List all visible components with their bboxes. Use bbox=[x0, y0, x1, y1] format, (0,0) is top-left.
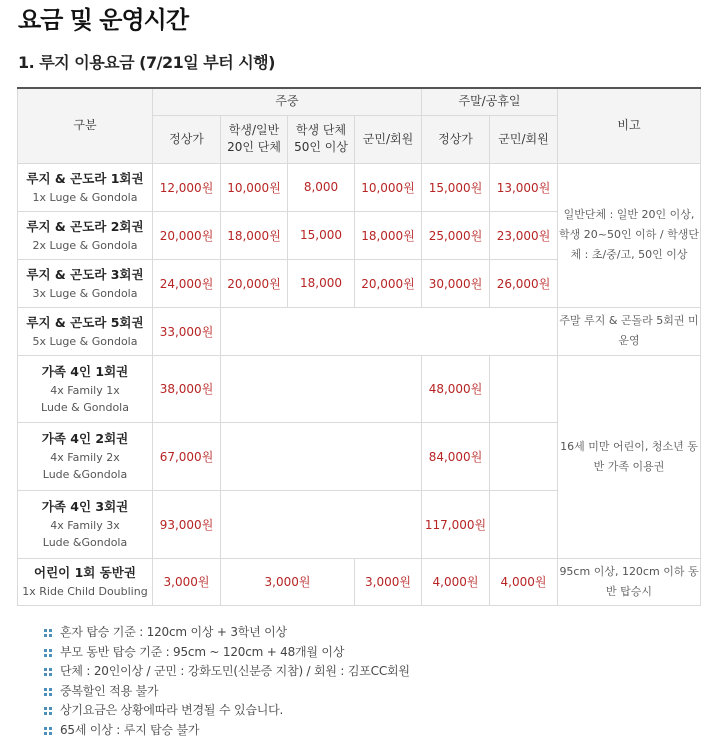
header-weekend: 주말/공휴일 bbox=[422, 88, 558, 115]
price-cell: 93,000원 bbox=[153, 490, 221, 558]
row-label: 루지 & 곤도라 5회권 5x Luge & Gondola bbox=[18, 307, 153, 355]
row-label: 가족 4인 2회권 4x Family 2x Lude &Gondola bbox=[18, 422, 153, 490]
price-cell: 18,000 bbox=[288, 259, 355, 307]
price-cell: 20,000원 bbox=[355, 259, 422, 307]
header-category: 구분 bbox=[18, 88, 153, 163]
list-item: 혼자 탑승 기준 : 120cm 이상 + 3학년 이상 bbox=[44, 623, 410, 643]
price-cell: 30,000원 bbox=[422, 259, 490, 307]
header-group20: 학생/일반 20인 단체 bbox=[221, 115, 288, 163]
table-row bbox=[18, 307, 701, 355]
price-cell: 10,000원 bbox=[355, 163, 422, 211]
price-cell: 84,000원 bbox=[422, 422, 490, 490]
fee-table bbox=[17, 87, 701, 606]
price-cell: 15,000 bbox=[288, 211, 355, 259]
list-item: 단체 : 20인이상 / 군민 : 강화도민(신분증 지참) / 회원 : 김포CC회원 bbox=[44, 662, 410, 682]
price-cell: 38,000원 bbox=[153, 355, 221, 422]
header-remarks: 비고 bbox=[558, 88, 701, 163]
price-cell: 20,000원 bbox=[153, 211, 221, 259]
price-cell: 20,000원 bbox=[221, 259, 288, 307]
price-cell: 15,000원 bbox=[422, 163, 490, 211]
header-weekend-regular: 정상가 bbox=[422, 115, 490, 163]
price-cell: 18,000원 bbox=[221, 211, 288, 259]
header-weekday: 주중 bbox=[153, 88, 422, 115]
price-cell: 4,000원 bbox=[422, 558, 490, 605]
price-cell: 10,000원 bbox=[221, 163, 288, 211]
price-cell: 23,000원 bbox=[490, 211, 558, 259]
page-title: 요금 및 운영시간 bbox=[18, 6, 188, 34]
row-label: 가족 4인 3회권 4x Family 3x Lude &Gondola bbox=[18, 490, 153, 558]
empty-cell bbox=[221, 422, 422, 490]
remark-group: 일반단체 : 일반 20인 이상, 학생 20~50인 이하 / 학생단체 : 초/중/고, 50인 이상 bbox=[558, 163, 701, 307]
table-row bbox=[18, 355, 701, 422]
bullet-icon bbox=[44, 707, 52, 715]
empty-cell bbox=[221, 490, 422, 558]
header-weekend-military: 군민/회원 bbox=[490, 115, 558, 163]
bullet-icon bbox=[44, 688, 52, 696]
row-label: 루지 & 곤도라 3회권 3x Luge & Gondola bbox=[18, 259, 153, 307]
row-label: 가족 4인 1회권 4x Family 1x Lude & Gondola bbox=[18, 355, 153, 422]
row-label: 루지 & 곤도라 2회권 2x Luge & Gondola bbox=[18, 211, 153, 259]
list-item: 상기요금은 상황에따라 변경될 수 있습니다. bbox=[44, 701, 410, 721]
empty-cell bbox=[490, 422, 558, 490]
header-student50: 학생 단체 50인 이상 bbox=[288, 115, 355, 163]
price-cell: 67,000원 bbox=[153, 422, 221, 490]
bullet-icon bbox=[44, 668, 52, 676]
empty-cell bbox=[490, 490, 558, 558]
empty-cell bbox=[221, 307, 558, 355]
empty-cell bbox=[490, 355, 558, 422]
price-cell: 25,000원 bbox=[422, 211, 490, 259]
header-row-top bbox=[18, 88, 701, 115]
bullet-icon bbox=[44, 629, 52, 637]
price-cell: 18,000원 bbox=[355, 211, 422, 259]
list-item: 부모 동반 탑승 기준 : 95cm ~ 120cm + 48개월 이상 bbox=[44, 643, 410, 663]
section-title: 1. 루지 이용요금 (7/21일 부터 시행) bbox=[18, 53, 275, 72]
price-cell: 3,000원 bbox=[355, 558, 422, 605]
row-label: 루지 & 곤도라 1회권 1x Luge & Gondola bbox=[18, 163, 153, 211]
header-regular: 정상가 bbox=[153, 115, 221, 163]
remark-family: 16세 미만 어린이, 청소년 동반 가족 이용권 bbox=[558, 355, 701, 558]
price-cell: 4,000원 bbox=[490, 558, 558, 605]
table-row bbox=[18, 558, 701, 605]
bullet-icon bbox=[44, 649, 52, 657]
price-cell: 3,000원 bbox=[221, 558, 355, 605]
price-cell: 3,000원 bbox=[153, 558, 221, 605]
price-cell: 33,000원 bbox=[153, 307, 221, 355]
table-row bbox=[18, 163, 701, 211]
notes-list bbox=[44, 623, 410, 740]
price-cell: 48,000원 bbox=[422, 355, 490, 422]
list-item: 중복할인 적용 불가 bbox=[44, 682, 410, 702]
price-cell: 117,000원 bbox=[422, 490, 490, 558]
remark-child: 95cm 이상, 120cm 이하 동반 탑승시 bbox=[558, 558, 701, 605]
price-cell: 26,000원 bbox=[490, 259, 558, 307]
price-cell: 8,000 bbox=[288, 163, 355, 211]
price-cell: 24,000원 bbox=[153, 259, 221, 307]
empty-cell bbox=[221, 355, 422, 422]
list-item: 65세 이상 : 루지 탑승 불가 bbox=[44, 721, 410, 741]
price-cell: 13,000원 bbox=[490, 163, 558, 211]
header-military: 군민/회원 bbox=[355, 115, 422, 163]
remark-five-pass: 주말 루지 & 곤돌라 5회권 미운영 bbox=[558, 307, 701, 355]
row-label: 어린이 1회 동반권 1x Ride Child Doubling bbox=[18, 558, 153, 605]
price-cell: 12,000원 bbox=[153, 163, 221, 211]
bullet-icon bbox=[44, 727, 52, 735]
